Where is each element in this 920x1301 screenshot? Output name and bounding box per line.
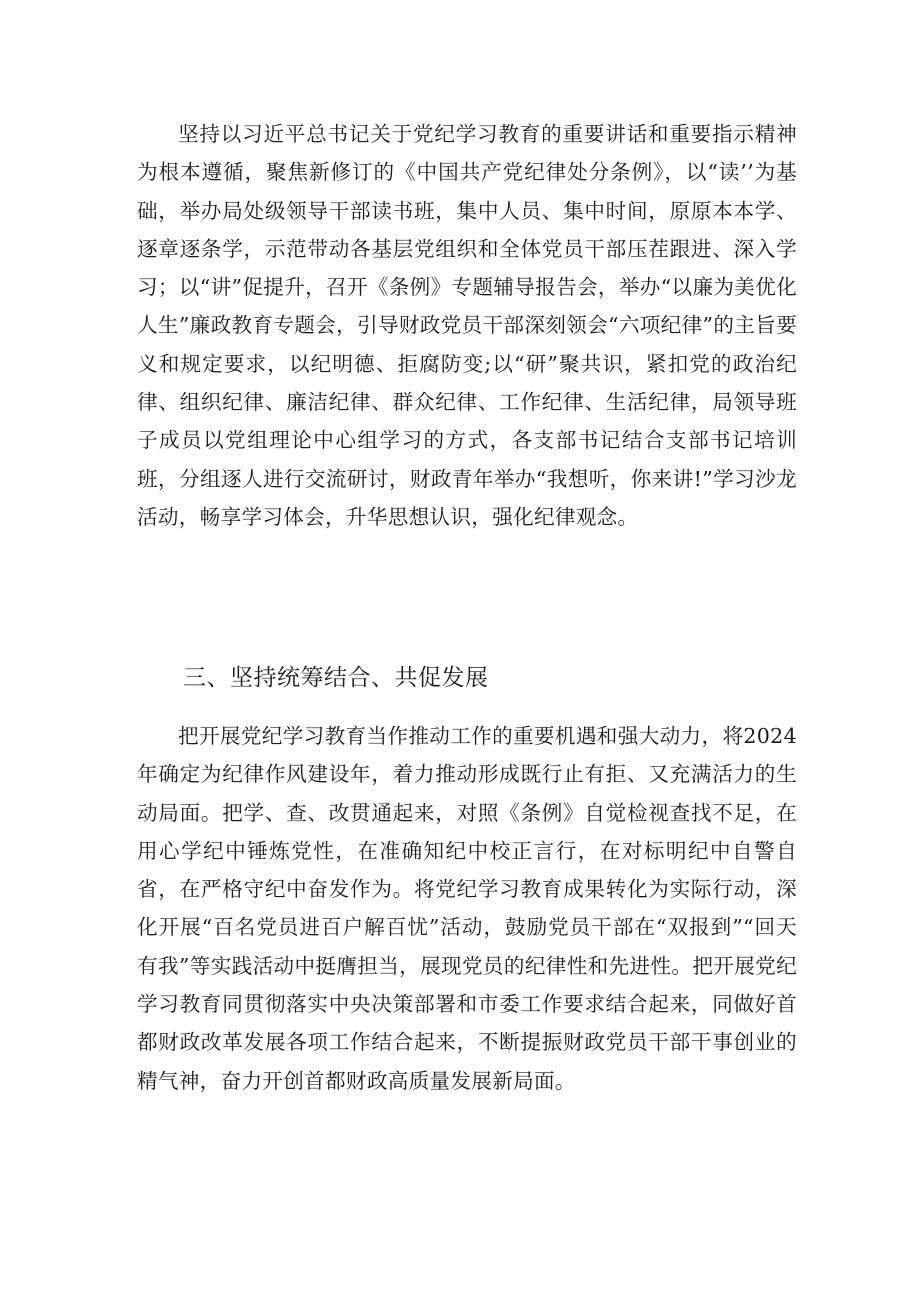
body-paragraph-1: 坚持以习近平总书记关于党纪学习教育的重要讲话和重要指示精神为根本遵循，聚焦新修订的《中国共产党纪律处分条例》，以“读’’为基础，举办局处级领导干部读书班，集中人员、集中时间，原原本本学、逐章逐条学，示范带动各基层党组织和全体党员干部压茬跟进、深入学习；以“讲”促提升，召开《条例》专题辅导报告会，举办“以廉为美优化人生”廉政教育专题会，引导财政党员干部深刻领会“六项纪律”的主旨要义和规定要求，以纪明德、拒腐防变;以“研”聚共识，紧扣党的政治纪律、组织纪律、廉洁纪律、群众纪律、工作纪律、生活纪律，局领导班子成员以党组理论中心组学习的方式，各支部书记结合支部书记培训班，分组逐人进行交流研讨，财政青年举办“我想听，你来讲!”学习沙龙活动，畅享学习体会，升华思想认识，强化纪律观念。	[137, 122, 797, 529]
section-heading: 三、坚持统筹结合、共促发展	[183, 665, 489, 691]
body-paragraph-2: 把开展党纪学习教育当作推动工作的重要机遇和强大动力，将2024年确定为纪律作风建设年，着力推动形成既行止有拒、又充满活力的生动局面。把学、查、改贯通起来，对照《条例》自觉检视查找不足，在用心学纪中锤炼党性，在准确知纪中校正言行，在对标明纪中自警自省，在严格守纪中奋发作为。将党纪学习教育成果转化为实际行动，深化开展“百名党员进百户解百忧”活动，鼓励党员干部在“双报到”“回天有我”等实践活动中挺膺担当，展现党员的纪律性和先进性。把开展党纪学习教育同贯彻落实中央决策部署和市委工作要求结合起来，同做好首都财政改革发展各项工作结合起来，不断提振财政党员干部干事创业的精气神，奋力开创首都财政高质量发展新局面。	[137, 724, 797, 1093]
